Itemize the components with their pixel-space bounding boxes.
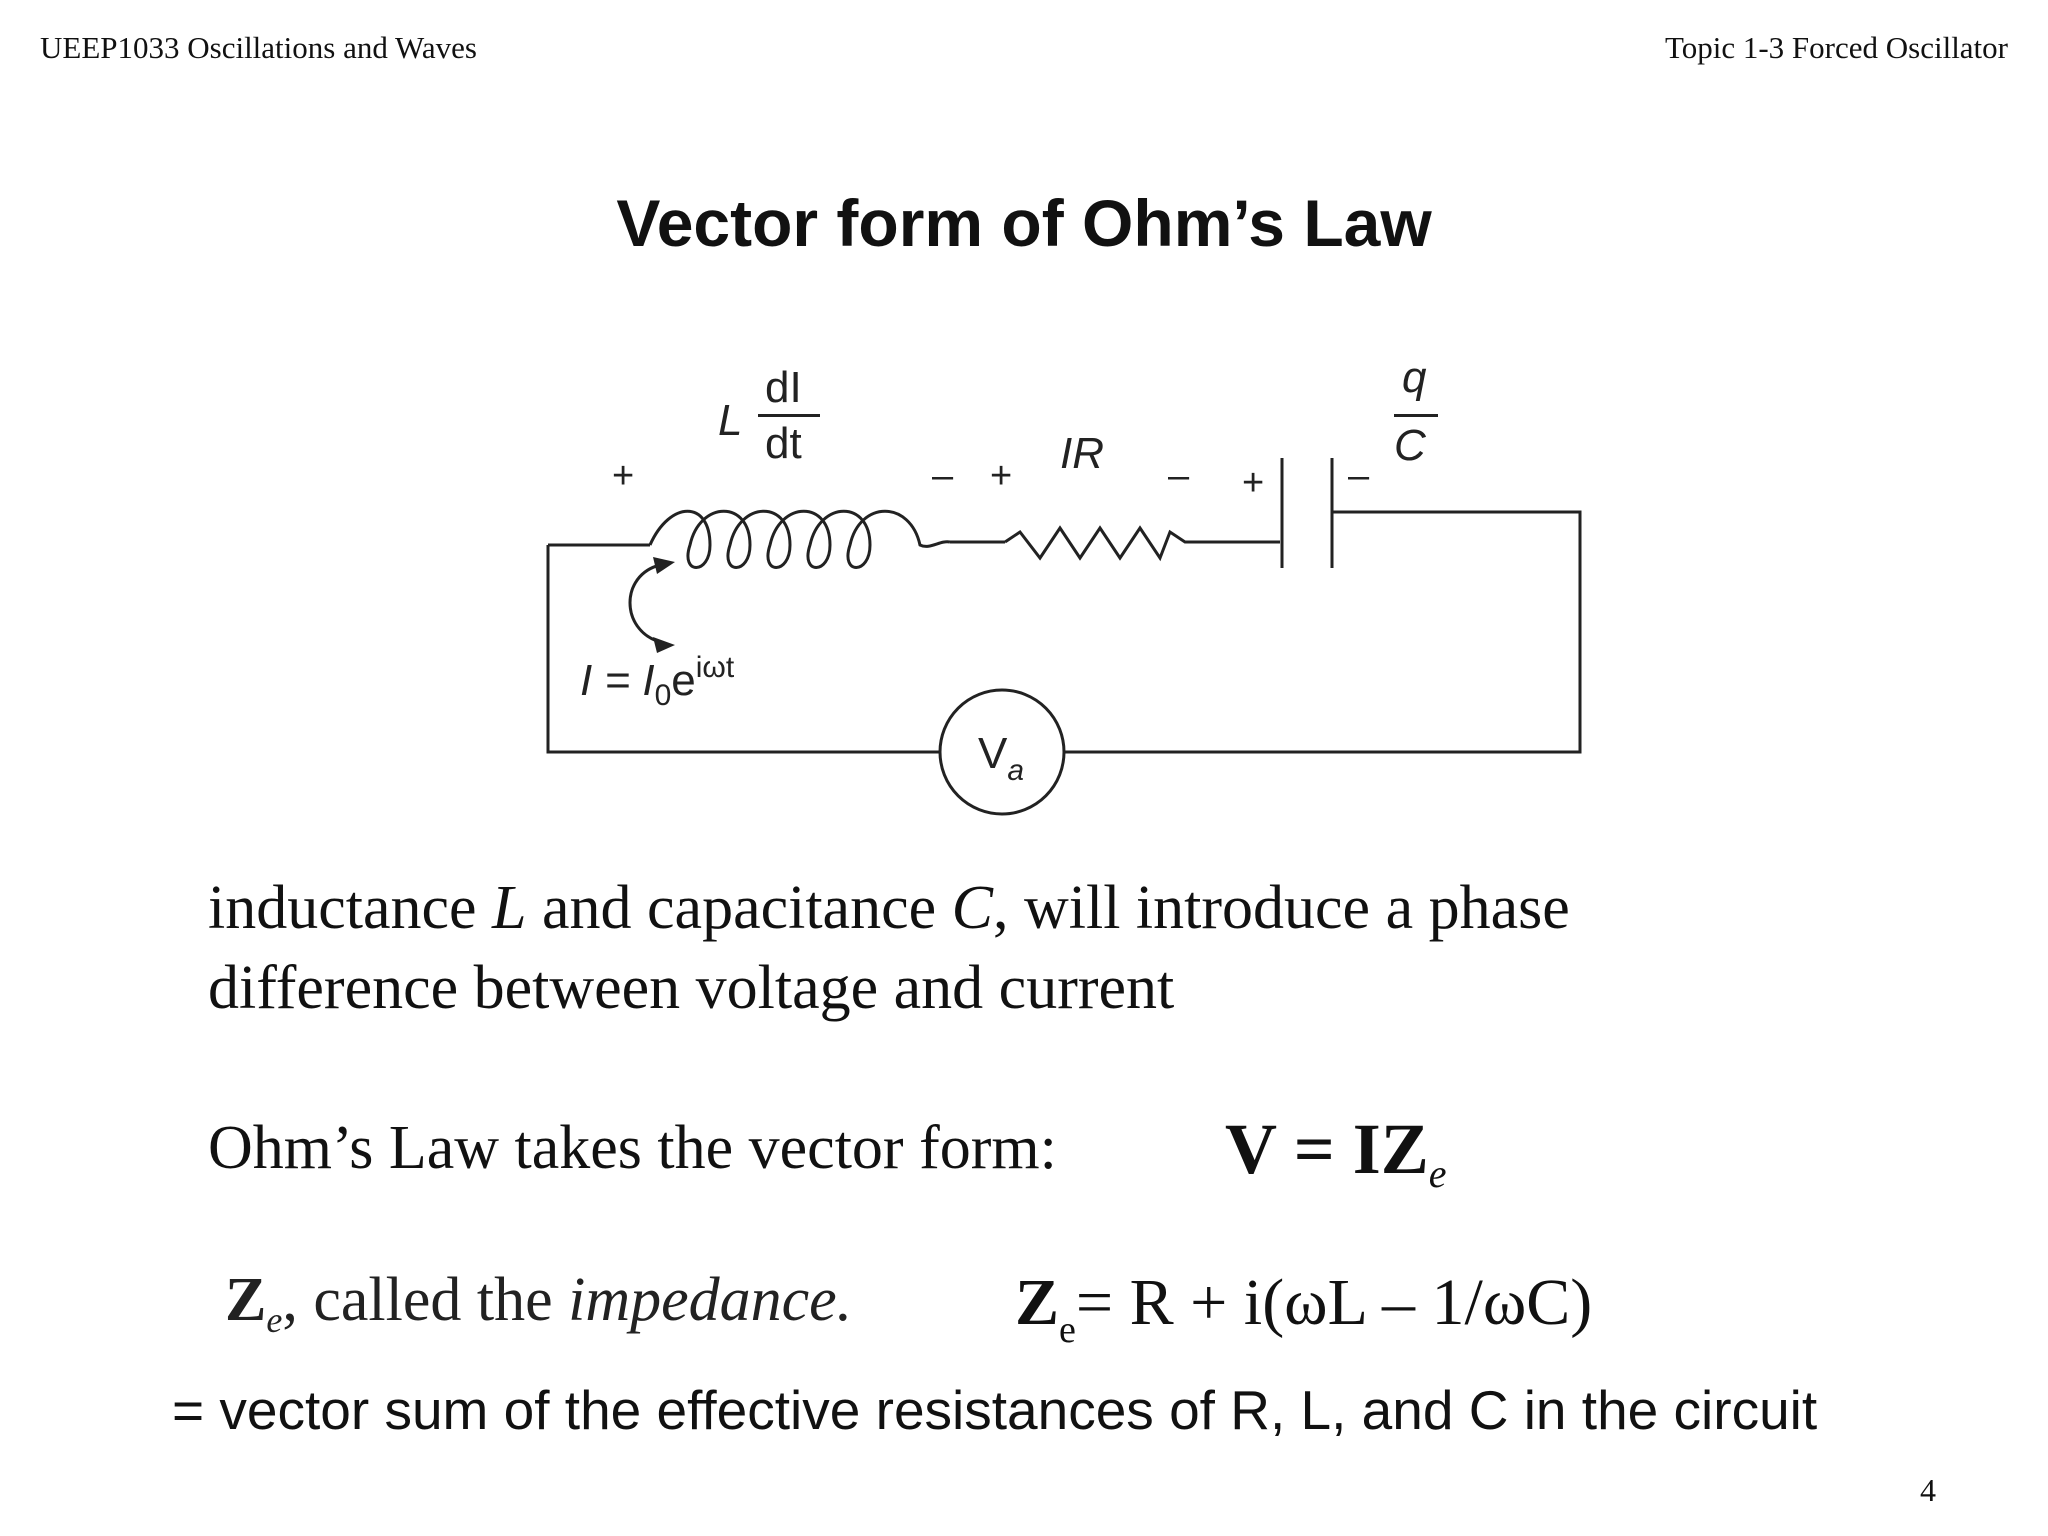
resistor-minus: – <box>1168 455 1190 497</box>
capacitor-denominator: C <box>1394 421 1426 470</box>
resistor-label: IR <box>1060 429 1104 478</box>
vector-sum-text: = vector sum of the effective resistances of R, L, and C in the circuit <box>172 1379 1818 1441</box>
arrow-head-bottom <box>653 637 675 653</box>
course-header: UEEP1033 Oscillations and Waves <box>40 30 477 65</box>
inductor-denominator: dt <box>765 419 802 468</box>
wire-left <box>548 545 940 752</box>
inductor-minus: – <box>932 455 954 497</box>
impedance-label: $Z_e$, called the impedance. <box>225 1266 853 1340</box>
capacitor-fraction-bar <box>1394 414 1438 417</box>
current-arrow <box>630 565 660 642</box>
inductor-fraction-bar <box>758 414 820 417</box>
resistor-zigzag <box>1005 528 1280 558</box>
source-label: $V_a$ <box>978 729 1025 787</box>
phase-difference-paragraph: inductance L and capacitance C, will introduce a phase difference between voltage and current <box>208 874 1570 1022</box>
arrow-head-top <box>653 557 675 574</box>
page-title: Vector form of Ohm’s Law <box>616 186 1432 260</box>
inductor-numerator: dI <box>765 363 802 412</box>
ohm-law-equation: $V = IZ_e$ <box>1225 1109 1447 1196</box>
rlc-circuit-diagram <box>520 350 1620 830</box>
impedance-equation: $Z_e= R + i(\omega L - 1/\omega C)$ <box>1015 1266 1593 1351</box>
current-label: $I = I_0e^{i\omega t}$ <box>580 651 735 712</box>
inductor-coef: L <box>718 396 743 445</box>
topic-header: Topic 1-3 Forced Oscillator <box>1664 30 2008 65</box>
capacitor-numerator: q <box>1402 353 1427 402</box>
capacitor-plus: + <box>1242 462 1265 504</box>
capacitor-minus: – <box>1348 455 1370 497</box>
page-number: 4 <box>1920 1472 1936 1508</box>
ohm-law-text: Ohm’s Law takes the vector form: <box>208 1114 1057 1182</box>
inductor-plus: + <box>612 455 635 497</box>
inductor-coil <box>650 511 950 567</box>
resistor-plus: + <box>990 455 1013 497</box>
wire-bottom-right <box>1065 512 1580 752</box>
